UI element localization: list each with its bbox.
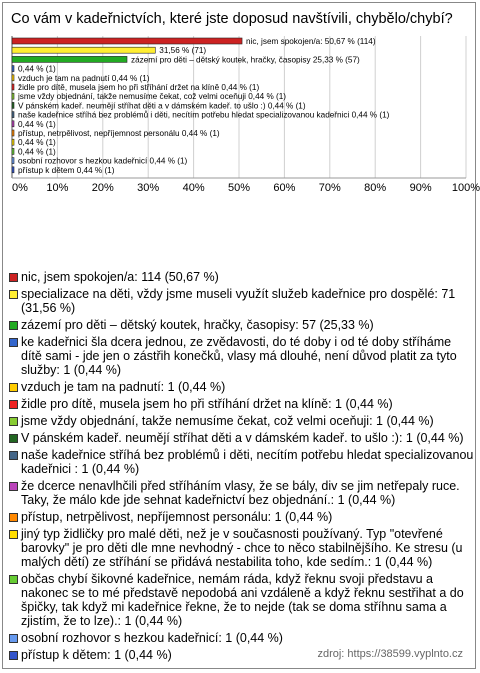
bar <box>12 148 14 154</box>
bar <box>12 112 14 118</box>
x-tick-label: 20% <box>91 182 114 194</box>
bar-data-label: přístup k dětem 0,44 % (1) <box>17 165 115 175</box>
legend-label: zázemí pro děti – dětský koutek, hračky, časopisy: 57 (25,33 %) <box>21 318 374 332</box>
bar-data-label: vzduch je tam na padnutí 0,44 % (1) <box>17 73 150 83</box>
chart-frame <box>2 2 480 669</box>
x-tick-label: 100% <box>451 182 480 194</box>
bar <box>12 93 14 99</box>
bar-chart <box>3 3 480 265</box>
x-tick-label: 80% <box>364 182 387 194</box>
legend-swatch <box>9 575 18 584</box>
bar <box>12 130 14 136</box>
x-tick-label: 70% <box>318 182 341 194</box>
legend-label: specializace na děti, vždy jsme museli využít služeb kadeřnice pro dospělé: 71 (31,56 %) <box>21 287 456 315</box>
bar-data-label: přístup, netrpělivost, nepříjemnost personálu 0,44 % (1) <box>17 129 220 138</box>
bar-data-label: nic, jsem spokojen/a: 50,67 % (114) <box>246 37 376 46</box>
bar-data-label: 0,44 % (1) <box>17 119 56 129</box>
bar-data-label: jsme vždy objednání, takže nemusíme čekat, což velmi oceňuji 0,44 % (1) <box>17 92 287 102</box>
x-tick-label: 90% <box>409 182 432 194</box>
legend-item <box>9 287 475 315</box>
legend-item <box>9 431 475 445</box>
legend-swatch <box>9 338 18 347</box>
bar-data-label: 0,44 % (1) <box>17 147 56 157</box>
legend-swatch <box>9 634 18 643</box>
legend-swatch <box>9 482 18 491</box>
source-note: zdroj: https://38599.vyplnto.cz <box>317 648 463 660</box>
legend-label: občas chybí šikovné kadeřnice, nemám ráda, když řeknu svoji představu a nakonec se to mé představě nepodobá ani vzdáleně a když řeknu sestřihat a do špičky, tak když mi kadeřnice řekne, že to nejde (tak se doma stříhnu sama a zjistím, že to lze).: 1 (0,44 %) <box>21 572 464 628</box>
x-tick-label: 40% <box>182 182 205 194</box>
legend-swatch <box>9 290 18 299</box>
legend-item <box>9 397 475 411</box>
bar <box>12 75 14 81</box>
legend-swatch <box>9 513 18 522</box>
x-tick-label: 0% <box>12 182 28 194</box>
legend-item <box>9 335 475 377</box>
legend-label: jsme vždy objednání, takže nemusíme čekat, což velmi oceňuji: 1 (0,44 %) <box>21 414 434 428</box>
bar-data-label: osobní rozhovor s hezkou kadeřnicí 0,44 % (1) <box>17 156 188 166</box>
legend-swatch <box>9 273 18 282</box>
x-tick-label: 50% <box>227 182 251 194</box>
legend-swatch <box>9 451 18 460</box>
legend-label: osobní rozhovor s hezkou kadeřnicí: 1 (0,44 %) <box>21 631 283 645</box>
bar-data-label: 31,56 % (71) <box>159 46 207 56</box>
bar <box>12 47 155 53</box>
legend-label: židle pro dítě, musela jsem ho při stříhání držet na klíně: 1 (0,44 %) <box>21 397 393 411</box>
bar <box>12 167 14 173</box>
legend-label: přístup, netrpělivost, nepříjemnost personálu: 1 (0,44 %) <box>21 510 333 524</box>
bar <box>12 158 14 164</box>
legend-label: ke kadeřnici šla dcera jednou, ze zvědavosti, do té doby i od té doby stříháme dítě sami - jde jen o zástřih konečků, vlasy má dlouhé, není důvod platit za tyto služby: 1 (0,44 %) <box>21 335 457 377</box>
x-tick-label: 60% <box>273 182 296 194</box>
bar-data-label: 0,44 % (1) <box>17 138 56 148</box>
bar <box>12 66 14 72</box>
legend-swatch <box>9 400 18 409</box>
legend-item <box>9 414 475 428</box>
legend-item <box>9 479 475 507</box>
legend-swatch <box>9 383 18 392</box>
bar-data-label: V pánském kadeř. neumějí stříhat děti a v dámském kadeř. to ušlo :) 0,44 % (1) <box>17 101 306 111</box>
legend-label: přístup k dětem: 1 (0,44 %) <box>21 648 172 662</box>
legend-label: že dcerce nenavlhčili před stříháním vlasy, že se bály, div se jim netřepaly ruce. Taky, že málo kde jde sehnat kadeřnictví bez objednání.: 1 (0,44 %) <box>21 479 460 507</box>
legend-label: V pánském kadeř. neumějí stříhat děti a v dámském kadeř. to ušlo :): 1 (0,44 %) <box>21 431 464 445</box>
legend-item <box>9 448 475 476</box>
bar <box>12 121 14 127</box>
legend-swatch <box>9 417 18 426</box>
bar <box>12 38 242 44</box>
legend-item <box>9 572 475 628</box>
legend-swatch <box>9 530 18 539</box>
legend-item <box>9 318 475 332</box>
legend-label: jiný typ židličky pro malé děti, než je v současnosti používaný. Typ "otevřené barovky" je pro děti dle mne nevhodný - chce to něco stabilnějšího. Ke stresu (u malých dětí) ze stříhání se přidává nestabilita toho, kde sedím.: 1 (0,44 %) <box>21 527 463 569</box>
chart-title: Co vám v kadeřnictvích, které jste doposud navštívili, chybělo/chybí? <box>11 11 453 27</box>
legend-swatch <box>9 321 18 330</box>
legend-item <box>9 510 475 524</box>
legend-item <box>9 380 475 394</box>
bar <box>12 102 14 108</box>
x-tick-label: 30% <box>137 182 160 194</box>
bar-data-label: naše kadeřnice stříhá bez problémů i děti, necítím potřebu hledat specializovanou kadeřnici 0,44 % (1) <box>17 110 390 120</box>
legend-label: naše kadeřnice stříhá bez problémů i děti, necítím potřebu hledat specializovanou kadeřnici : 1 (0,44 %) <box>21 448 474 476</box>
legend-label: nic, jsem spokojen/a: 114 (50,67 %) <box>21 270 219 284</box>
bar <box>12 56 127 62</box>
legend-item <box>9 631 475 645</box>
legend-swatch <box>9 651 18 660</box>
legend-label: vzduch je tam na padnutí: 1 (0,44 %) <box>21 380 226 394</box>
legend-item <box>9 270 475 284</box>
bar-data-label: 0,44 % (1) <box>17 64 56 74</box>
bar <box>12 84 14 90</box>
legend-swatch <box>9 434 18 443</box>
bar <box>12 139 14 145</box>
legend <box>9 270 475 665</box>
bar-data-label: zázemí pro děti – dětský koutek, hračky, časopisy 25,33 % (57) <box>130 55 360 65</box>
bar-data-label: židle pro dítě, musela jsem ho při stříhání držet na klíně 0,44 % (1) <box>17 83 260 92</box>
x-tick-label: 10% <box>46 182 69 194</box>
legend-item <box>9 527 475 569</box>
